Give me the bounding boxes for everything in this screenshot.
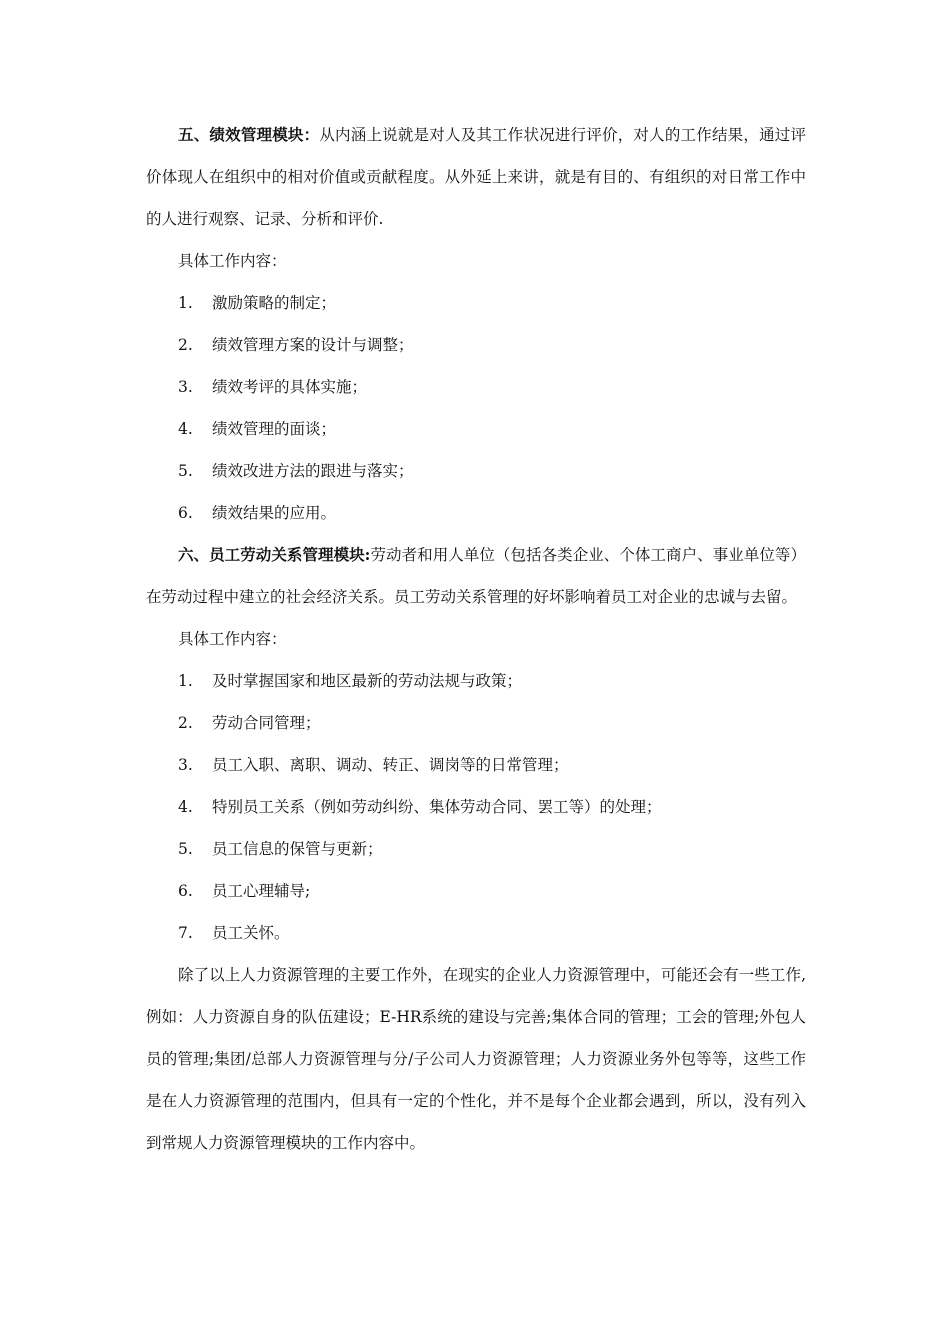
document-body bbox=[146, 114, 806, 1164]
section6-paragraph bbox=[146, 534, 806, 618]
list-item-text: 绩效考评的具体实施； bbox=[212, 378, 368, 396]
list-item-text: 绩效管理方案的设计与调整； bbox=[212, 336, 414, 354]
list-item-number: 2. bbox=[178, 336, 193, 354]
list-item bbox=[146, 786, 806, 828]
list-item bbox=[146, 282, 806, 324]
list-item-text: 绩效管理的面谈； bbox=[212, 420, 337, 438]
list-item bbox=[146, 660, 806, 702]
list-item bbox=[146, 828, 806, 870]
list-item-number: 3. bbox=[178, 756, 193, 774]
list-item-text: 员工信息的保管与更新； bbox=[212, 840, 383, 858]
closing-paragraph: 除了以上人力资源管理的主要工作外，在现实的企业人力资源管理中，可能还会有一些工作,例如：人力资源自身的队伍建设；E-HR系统的建设与完善;集体合同的管理；工会的管理;外包人员的管理;集团/总部人力资源管理与分/子公司人力资源管理；人力资源业务外包等等，这些工作是在人力资源管理的范围内，但具有一定的个性化，并不是每个企业都会遇到，所以，没有列入到常规人力资源管理模块的工作内容中。 bbox=[146, 966, 806, 1152]
list-item-number: 5. bbox=[178, 840, 193, 858]
list-item-number: 1. bbox=[178, 672, 193, 690]
section5-body: 从内涵上说就是对人及其工作状况进行评价，对人的工作结果，通过评价体现人在组织中的相对价值或贡献程度。从外延上来讲，就是有目的、有组织的对日常工作中的人进行观察、记录、分析和评价. bbox=[146, 126, 806, 228]
list-item bbox=[146, 450, 806, 492]
section5-tasks-label: 具体工作内容： bbox=[178, 252, 287, 270]
list-item-number: 6. bbox=[178, 504, 193, 522]
list-item-text: 激励策略的制定； bbox=[212, 294, 337, 312]
list-item-number: 6. bbox=[178, 882, 193, 900]
list-item bbox=[146, 870, 806, 912]
list-item-number: 5. bbox=[178, 462, 193, 480]
list-item-text: 员工入职、离职、调动、转正、调岗等的日常管理； bbox=[212, 756, 569, 774]
list-item bbox=[146, 324, 806, 366]
list-item-number: 1. bbox=[178, 294, 193, 312]
list-item-number: 4. bbox=[178, 798, 193, 816]
section6-tasks-label: 具体工作内容： bbox=[178, 630, 287, 648]
list-item-text: 员工心理辅导; bbox=[212, 882, 311, 900]
list-item bbox=[146, 912, 806, 954]
section6-heading: 六、员工劳动关系管理模块: bbox=[178, 545, 371, 564]
list-item bbox=[146, 408, 806, 450]
section5-paragraph bbox=[146, 114, 806, 240]
list-item bbox=[146, 744, 806, 786]
list-item-number: 2. bbox=[178, 714, 193, 732]
list-item-number: 7. bbox=[178, 924, 193, 942]
list-item-text: 绩效改进方法的跟进与落实； bbox=[212, 462, 414, 480]
list-item-text: 劳动合同管理； bbox=[212, 714, 321, 732]
list-item-number: 3. bbox=[178, 378, 193, 396]
list-item-text: 特别员工关系（例如劳动纠纷、集体劳动合同、罢工等）的处理； bbox=[212, 798, 662, 816]
section6-list bbox=[146, 660, 806, 954]
list-item bbox=[146, 366, 806, 408]
list-item-text: 绩效结果的应用。 bbox=[212, 504, 337, 522]
list-item-text: 及时掌握国家和地区最新的劳动法规与政策； bbox=[212, 672, 523, 690]
list-item bbox=[146, 492, 806, 534]
list-item bbox=[146, 702, 806, 744]
section5-list bbox=[146, 282, 806, 534]
list-item-number: 4. bbox=[178, 420, 193, 438]
section6-body: 劳动者和用人单位（包括各类企业、个体工商户、事业单位等）在劳动过程中建立的社会经济关系。员工劳动关系管理的好坏影响着员工对企业的忠诚与去留。 bbox=[146, 546, 806, 606]
list-item-text: 员工关怀。 bbox=[212, 924, 290, 942]
section5-heading: 五、绩效管理模块： bbox=[178, 125, 320, 144]
